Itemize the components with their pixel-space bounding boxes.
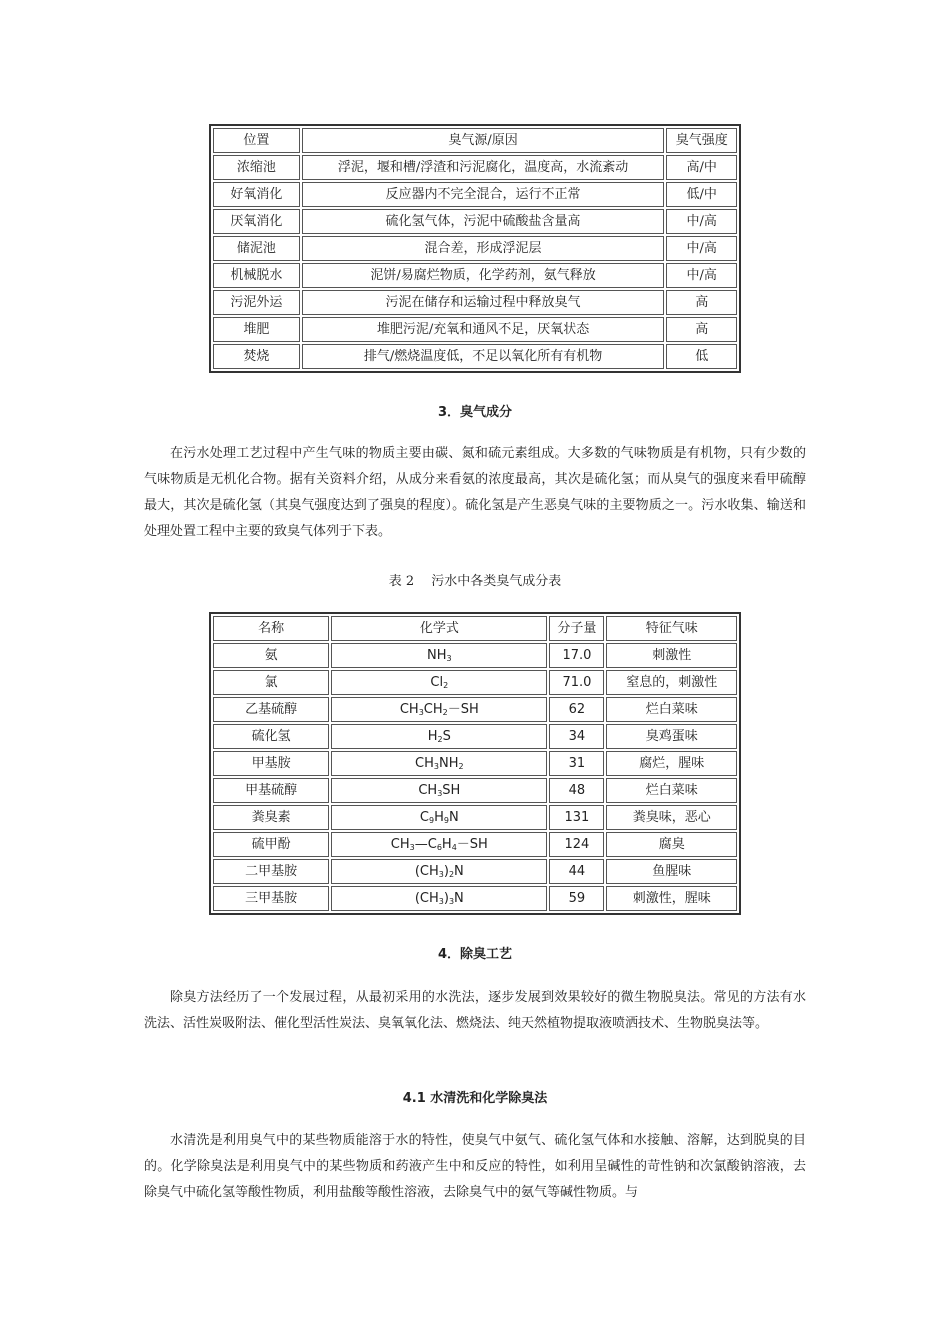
table-row bbox=[213, 670, 737, 695]
location-cell: 好氧消化 bbox=[213, 182, 300, 207]
table-header-cell: 化学式 bbox=[331, 616, 547, 641]
table-row bbox=[213, 778, 737, 803]
odor-source-cell: 混合差，形成浮泥层 bbox=[302, 236, 665, 261]
section-3-paragraph: 在污水处理工艺过程中产生气味的物质主要由碳、氮和硫元素组成。大多数的气味物质是有机物，只有少数的气味物质是无机化合物。据有关资料介绍，从成分来看氨的浓度最高，其次是硫化氢；而从臭气的强度来看甲硫醇最大，其次是硫化氢（其臭气强度达到了强臭的程度）。硫化氢是产生恶臭气味的主要物质之一。污水收集、输送和处理处置工程中主要的致臭气体列于下表。 bbox=[144, 446, 806, 539]
location-cell: 污泥外运 bbox=[213, 290, 300, 315]
odor-source-cell: 排气/燃烧温度低，不足以氧化所有有机物 bbox=[302, 344, 665, 369]
location-cell: 焚烧 bbox=[213, 344, 300, 369]
table-row bbox=[213, 805, 737, 830]
odor-intensity-cell: 中/高 bbox=[666, 209, 737, 234]
odor-character-cell: 刺激性 bbox=[606, 643, 737, 668]
chemical-formula-cell: $(CH_3)_2N$ bbox=[331, 859, 547, 884]
chemical-formula-cell: $CH_3SH$ bbox=[331, 778, 547, 803]
odor-intensity-cell: 高/中 bbox=[666, 155, 737, 180]
table-row bbox=[213, 643, 737, 668]
table-row bbox=[213, 724, 737, 749]
compound-name-cell: 粪臭素 bbox=[213, 805, 329, 830]
table-header-row bbox=[213, 128, 737, 153]
chemical-formula-cell: $H_2S$ bbox=[331, 724, 547, 749]
chemical-formula-cell: $Cl_2$ bbox=[331, 670, 547, 695]
odor-source-table bbox=[209, 124, 741, 373]
table-header-cell: 臭气强度 bbox=[666, 128, 737, 153]
compound-name-cell: 乙基硫醇 bbox=[213, 697, 329, 722]
table-row bbox=[213, 697, 737, 722]
table-2-caption: 表 2 污水中各类臭气成分表 bbox=[388, 574, 562, 589]
compound-name-cell: 甲基胺 bbox=[213, 751, 329, 776]
compound-name-cell: 氯 bbox=[213, 670, 329, 695]
odor-component-table bbox=[209, 612, 741, 915]
table-row bbox=[213, 317, 737, 342]
table-header-cell: 臭气源/原因 bbox=[302, 128, 665, 153]
section-4-paragraph: 除臭方法经历了一个发展过程，从最初采用的水洗法，逐步发展到效果较好的微生物脱臭法。常见的方法有水洗法、活性炭吸附法、催化型活性炭法、臭氧氧化法、燃烧法、纯天然植物提取液喷洒技术、生物脱臭法等。 bbox=[144, 990, 806, 1031]
odor-character-cell: 刺激性，腥味 bbox=[606, 886, 737, 911]
chemical-formula-cell: $C_9H_9N$ bbox=[331, 805, 547, 830]
location-cell: 浓缩池 bbox=[213, 155, 300, 180]
compound-name-cell: 氨 bbox=[213, 643, 329, 668]
odor-source-cell: 浮泥，堰和槽/浮渣和污泥腐化，温度高，水流紊动 bbox=[302, 155, 665, 180]
table-header-cell: 特征气味 bbox=[606, 616, 737, 641]
compound-name-cell: 二甲基胺 bbox=[213, 859, 329, 884]
table-row bbox=[213, 751, 737, 776]
odor-character-cell: 粪臭味，恶心 bbox=[606, 805, 737, 830]
odor-source-cell: 硫化氢气体，污泥中硫酸盐含量高 bbox=[302, 209, 665, 234]
odor-intensity-cell: 中/高 bbox=[666, 263, 737, 288]
location-cell: 堆肥 bbox=[213, 317, 300, 342]
chemical-formula-cell: $CH_3CH_2-SH$ bbox=[331, 697, 547, 722]
odor-intensity-cell: 高 bbox=[666, 317, 737, 342]
odor-character-cell: 烂白菜味 bbox=[606, 778, 737, 803]
molecular-weight-cell: 48 bbox=[549, 778, 604, 803]
odor-intensity-cell: 中/高 bbox=[666, 236, 737, 261]
table-row bbox=[213, 209, 737, 234]
table-header-row bbox=[213, 616, 737, 641]
section-4-1-paragraph: 水清洗是利用臭气中的某些物质能溶于水的特性，使臭气中氨气、硫化氢气体和水接触、溶解，达到脱臭的目的。化学除臭法是利用臭气中的某些物质和药液产生中和反应的特性，如利用呈碱性的苛性钠和次氯酸钠溶液，去除臭气中硫化氢等酸性物质，利用盐酸等酸性溶液，去除臭气中的氨气等碱性物质。与 bbox=[144, 1133, 806, 1200]
section-3-heading: 3．臭气成分 bbox=[437, 405, 513, 420]
table-header-cell: 分子量 bbox=[549, 616, 604, 641]
odor-character-cell: 鱼腥味 bbox=[606, 859, 737, 884]
molecular-weight-cell: 17.0 bbox=[549, 643, 604, 668]
table-row bbox=[213, 263, 737, 288]
compound-name-cell: 三甲基胺 bbox=[213, 886, 329, 911]
molecular-weight-cell: 124 bbox=[549, 832, 604, 857]
odor-source-cell: 堆肥污泥/充氧和通风不足，厌氧状态 bbox=[302, 317, 665, 342]
molecular-weight-cell: 131 bbox=[549, 805, 604, 830]
table-row bbox=[213, 290, 737, 315]
chemical-formula-cell: $CH_3—C_6H_4-SH$ bbox=[331, 832, 547, 857]
odor-source-cell: 泥饼/易腐烂物质，化学药剂，氨气释放 bbox=[302, 263, 665, 288]
molecular-weight-cell: 71.0 bbox=[549, 670, 604, 695]
odor-character-cell: 腐烂，腥味 bbox=[606, 751, 737, 776]
table-row bbox=[213, 155, 737, 180]
table-row bbox=[213, 886, 737, 911]
table-header-cell: 名称 bbox=[213, 616, 329, 641]
table-row bbox=[213, 344, 737, 369]
odor-source-cell: 污泥在储存和运输过程中释放臭气 bbox=[302, 290, 665, 315]
section-4-heading: 4．除臭工艺 bbox=[437, 947, 513, 962]
compound-name-cell: 硫化氢 bbox=[213, 724, 329, 749]
odor-character-cell: 窒息的，刺激性 bbox=[606, 670, 737, 695]
odor-intensity-cell: 低 bbox=[666, 344, 737, 369]
odor-intensity-cell: 高 bbox=[666, 290, 737, 315]
molecular-weight-cell: 44 bbox=[549, 859, 604, 884]
molecular-weight-cell: 34 bbox=[549, 724, 604, 749]
table-row bbox=[213, 182, 737, 207]
location-cell: 机械脱水 bbox=[213, 263, 300, 288]
chemical-formula-cell: $(CH_3)_3N$ bbox=[331, 886, 547, 911]
compound-name-cell: 甲基硫醇 bbox=[213, 778, 329, 803]
compound-name-cell: 硫甲酚 bbox=[213, 832, 329, 857]
molecular-weight-cell: 31 bbox=[549, 751, 604, 776]
odor-source-cell: 反应器内不完全混合，运行不正常 bbox=[302, 182, 665, 207]
chemical-formula-cell: $NH_3$ bbox=[331, 643, 547, 668]
table-row bbox=[213, 859, 737, 884]
section-4-1-heading: 4.1 水清洗和化学除臭法 bbox=[402, 1091, 548, 1106]
molecular-weight-cell: 59 bbox=[549, 886, 604, 911]
odor-intensity-cell: 低/中 bbox=[666, 182, 737, 207]
location-cell: 储泥池 bbox=[213, 236, 300, 261]
table-row bbox=[213, 236, 737, 261]
odor-character-cell: 腐臭 bbox=[606, 832, 737, 857]
molecular-weight-cell: 62 bbox=[549, 697, 604, 722]
odor-character-cell: 烂白菜味 bbox=[606, 697, 737, 722]
table-row bbox=[213, 832, 737, 857]
chemical-formula-cell: $CH_3NH_2$ bbox=[331, 751, 547, 776]
odor-character-cell: 臭鸡蛋味 bbox=[606, 724, 737, 749]
location-cell: 厌氧消化 bbox=[213, 209, 300, 234]
table-header-cell: 位置 bbox=[213, 128, 300, 153]
